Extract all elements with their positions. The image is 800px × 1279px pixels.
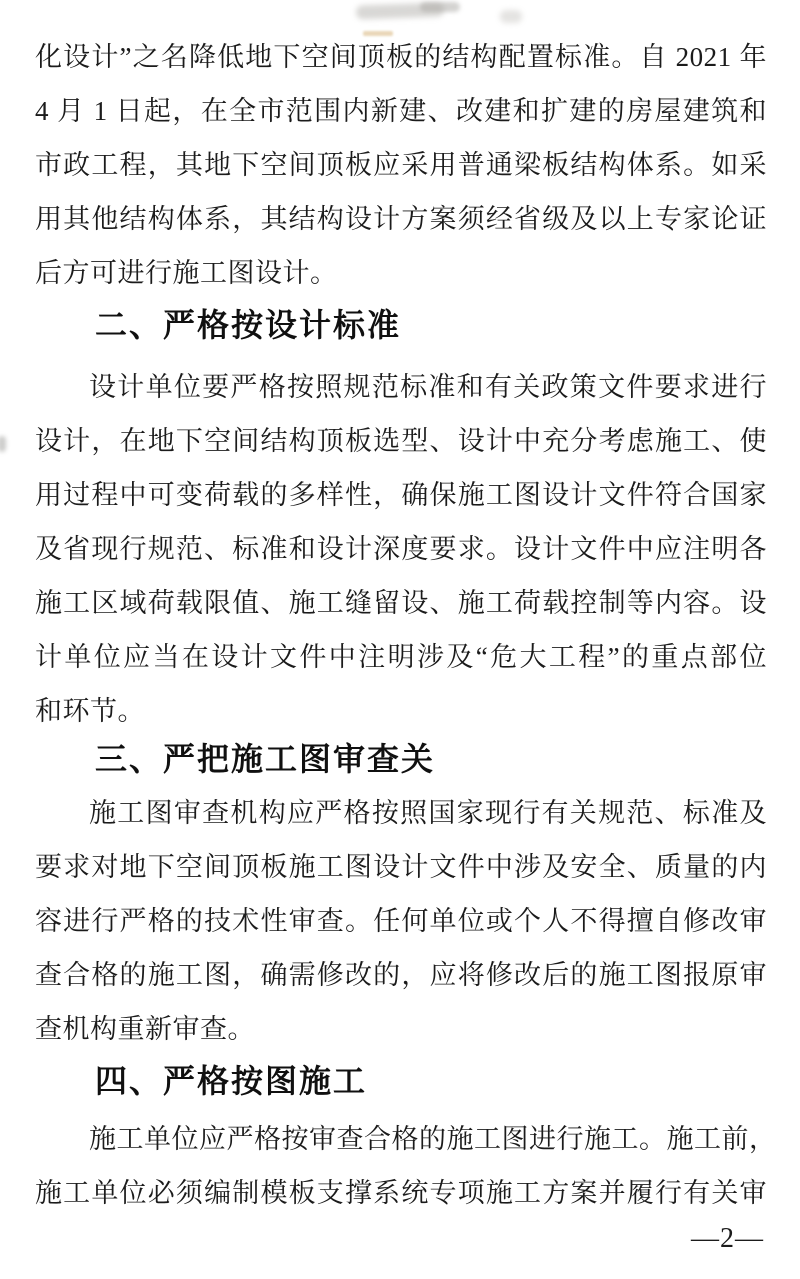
text-line: 施工单位应严格按审查合格的施工图进行施工。施工前， <box>89 1124 777 1154</box>
text-line: 和环节。 <box>35 696 145 726</box>
text-line: 施工图审查机构应严格按照国家现行有关规范、标准及 <box>89 798 767 828</box>
text-line: 市政工程，其地下空间顶板应采用普通梁板结构体系。如采 <box>35 150 767 180</box>
paragraph-section4 <box>35 1112 777 1220</box>
section-heading-4: 四、严格按图施工 <box>95 1063 368 1099</box>
scan-artifact <box>420 2 460 12</box>
text-line: 计单位应当在设计文件中注明涉及“危大工程”的重点部位 <box>35 642 767 672</box>
text-line: 施工单位必须编制模板支撑系统专项施工方案并履行有关审 <box>35 1178 767 1208</box>
text-line: 施工区域荷载限值、施工缝留设、施工荷载控制等内容。设 <box>35 588 767 618</box>
text-line: 容进行严格的技术性审查。任何单位或个人不得擅自修改审 <box>35 906 767 936</box>
paragraph-section3 <box>35 786 767 1056</box>
text-line: 要求对地下空间顶板施工图设计文件中涉及安全、质量的内 <box>35 852 767 882</box>
text-line: 用过程中可变荷载的多样性，确保施工图设计文件符合国家 <box>35 480 767 510</box>
text-line: 及省现行规范、标准和设计深度要求。设计文件中应注明各 <box>35 534 767 564</box>
section-heading-2: 二、严格按设计标准 <box>95 307 402 343</box>
text-line: 后方可进行施工图设计。 <box>35 258 338 288</box>
text-line: 4 月 1 日起，在全市范围内新建、改建和扩建的房屋建筑和 <box>35 96 767 126</box>
paragraph-section2 <box>35 360 767 738</box>
document-content <box>35 30 777 1220</box>
page-number: —2— <box>691 1223 764 1254</box>
section-heading-3: 三、严把施工图审查关 <box>95 741 436 777</box>
text-line: 设计单位要严格按照规范标准和有关政策文件要求进行 <box>89 372 767 402</box>
scan-artifact <box>500 10 522 23</box>
paragraph-intro <box>35 30 767 300</box>
text-line: 用其他结构体系，其结构设计方案须经省级及以上专家论证 <box>35 204 767 234</box>
text-line: 查合格的施工图，确需修改的，应将修改后的施工图报原审 <box>35 960 767 990</box>
scan-artifact <box>0 436 6 452</box>
scan-artifact <box>356 2 444 19</box>
text-line: 查机构重新审查。 <box>35 1014 255 1044</box>
text-line: 设计，在地下空间结构顶板选型、设计中充分考虑施工、使 <box>35 426 767 456</box>
text-line: 化设计”之名降低地下空间顶板的结构配置标准。自 2021 年 <box>35 42 767 72</box>
